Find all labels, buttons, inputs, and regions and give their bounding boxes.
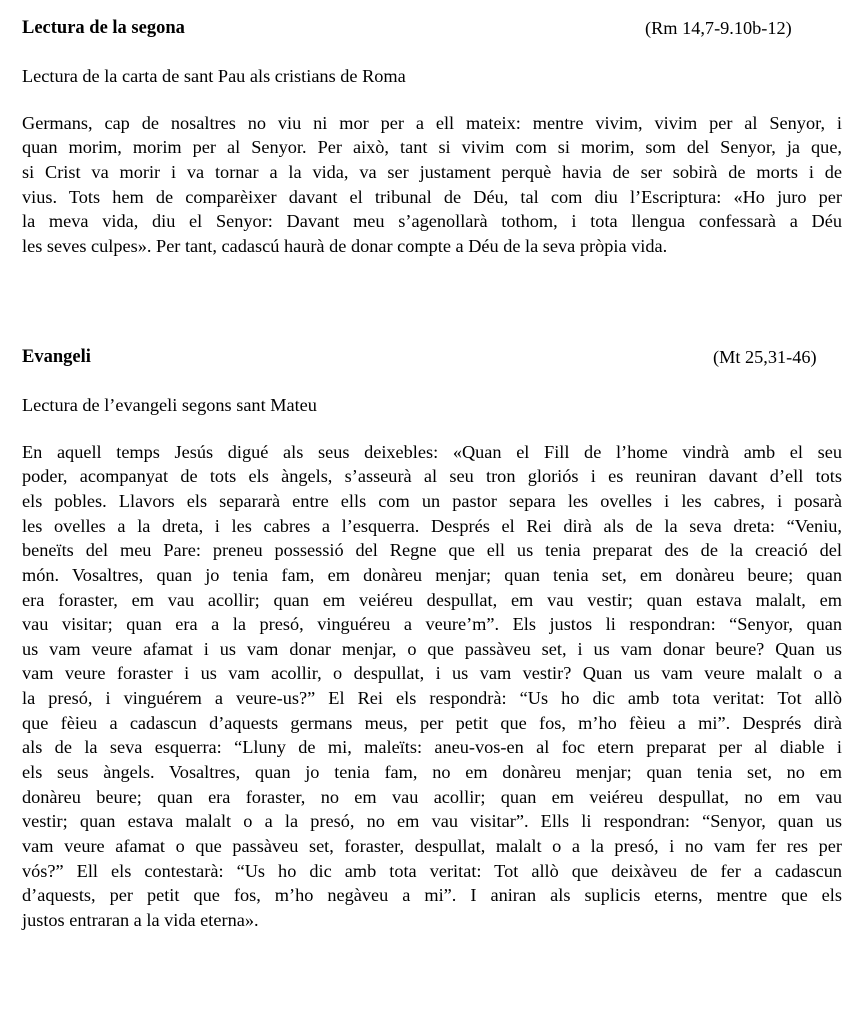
text-line: vestir; quan estava malalt o a la presó, no em vau visitar”. Ells li respondran: “Senyor, quan us <box>22 811 842 832</box>
text-line: En aquell temps Jesús digué als seus deixebles: «Quan el Fill de l’home vindrà amb el seu <box>22 441 842 462</box>
text-line: els seus àngels. Vosaltres, quan jo tenia fam, no em donàreu menjar; quan tenia set, no em <box>22 761 842 782</box>
section-header <box>22 16 842 42</box>
text-line: als de la seva esquerra: “Lluny de mi, maleïts: aneu-vos-en al foc etern preparat per al diable i <box>22 737 842 758</box>
text-line: món. Vosaltres, quan jo tenia fam, em donàreu menjar; quan tenia set, em donàreu beure; quan <box>22 564 842 585</box>
gospel-section <box>22 345 842 932</box>
reading-intro: Lectura de la carta de sant Pau als cristians de Roma <box>22 66 406 86</box>
text-line: poder, acompanyat de tots els àngels, s’asseurà al seu tron gloriós i es reuniran davant d’ell tots <box>22 466 842 487</box>
text-line: era foraster, em vau acollir; quan em veiéreu despullat, em vau vestir; quan estava malalt, em <box>22 589 842 610</box>
text-line: les seves culpes». Per tant, cadascú haurà de donar compte a Déu de la seva pròpia vida. <box>22 235 668 256</box>
text-line: justos entraran a la vida eterna». <box>22 909 259 930</box>
scripture-reference: (Rm 14,7-9.10b-12) <box>645 18 792 38</box>
section-title: Evangeli <box>22 347 91 367</box>
second-reading-section <box>22 16 842 259</box>
reading-body <box>22 440 842 933</box>
text-line: vam veure foraster i us vam acollir, o despullat, i us vam vestir? Quan us vam veure malalt o a <box>22 663 842 684</box>
text-line: donàreu beure; quan era foraster, no em vau acollir; quan em veiéreu despullat, no em vau <box>22 786 842 807</box>
text-line: les ovelles a la dreta, i les cabres a l’esquerra. Després el Rei dirà als de la seva dreta: “Veniu, <box>22 515 842 536</box>
text-line: beneïts del meu Pare: preneu possessió del Regne que ell us tenia preparat des de la creació del <box>22 540 842 561</box>
reading-body <box>22 111 842 259</box>
text-line: si Crist va morir i va tornar a la vida, va ser justament perquè havia de ser sobirà de morts i de <box>22 161 842 182</box>
text-line: vam veure afamat o que passàveu set, foraster, despullat, malalt o a la presó, i no vam fer res per <box>22 835 842 856</box>
text-line: quan morim, morim per al Senyor. Per això, tant si vivim com si morim, som del Senyor, ja que, <box>22 137 842 158</box>
text-line: us vam veure afamat i us vam donar menjar, o que passàveu set, i us vam donar beure? Quan us <box>22 638 842 659</box>
section-header <box>22 345 842 371</box>
text-line: d’aquests, per petit que fos, m’ho negàveu a mi”. I aniran als suplicis eterns, mentre que els <box>22 885 842 906</box>
section-title: Lectura de la segona <box>22 18 185 38</box>
text-line: que fèieu a cadascun d’aquests germans meus, per petit que fos, m’ho fèieu a mi”. Després dirà <box>22 712 842 733</box>
reading-intro: Lectura de l’evangeli segons sant Mateu <box>22 395 317 415</box>
text-line: la meva vida, diu el Senyor: Davant meu s’agenollarà tothom, i tota llengua confessarà a Déu <box>22 211 842 232</box>
text-line: vós?” Ell els contestarà: “Us ho dic amb tota veritat: Tot allò que deixàveu de fer a cadascun <box>22 860 842 881</box>
text-line: Germans, cap de nosaltres no viu ni mor per a ell mateix: mentre vivim, vivim per al Senyor, i <box>22 112 842 133</box>
scripture-reference: (Mt 25,31-46) <box>713 347 817 367</box>
text-line: vius. Tots hem de comparèixer davant el tribunal de Déu, tal com diu l’Escriptura: «Ho juro per <box>22 186 842 207</box>
text-line: la presó, i vinguérem a veure-us?” El Rei els respondrà: “Us ho dic amb tota veritat: Tot allò <box>22 688 842 709</box>
text-line: els pobles. Llavors els separarà entre ells com un pastor separa les ovelles i les cabres, i posarà <box>22 490 842 511</box>
text-line: vau visitar; quan era a la presó, vinguéreu a veure’m”. Els justos li respondran: “Senyor, quan <box>22 614 842 635</box>
